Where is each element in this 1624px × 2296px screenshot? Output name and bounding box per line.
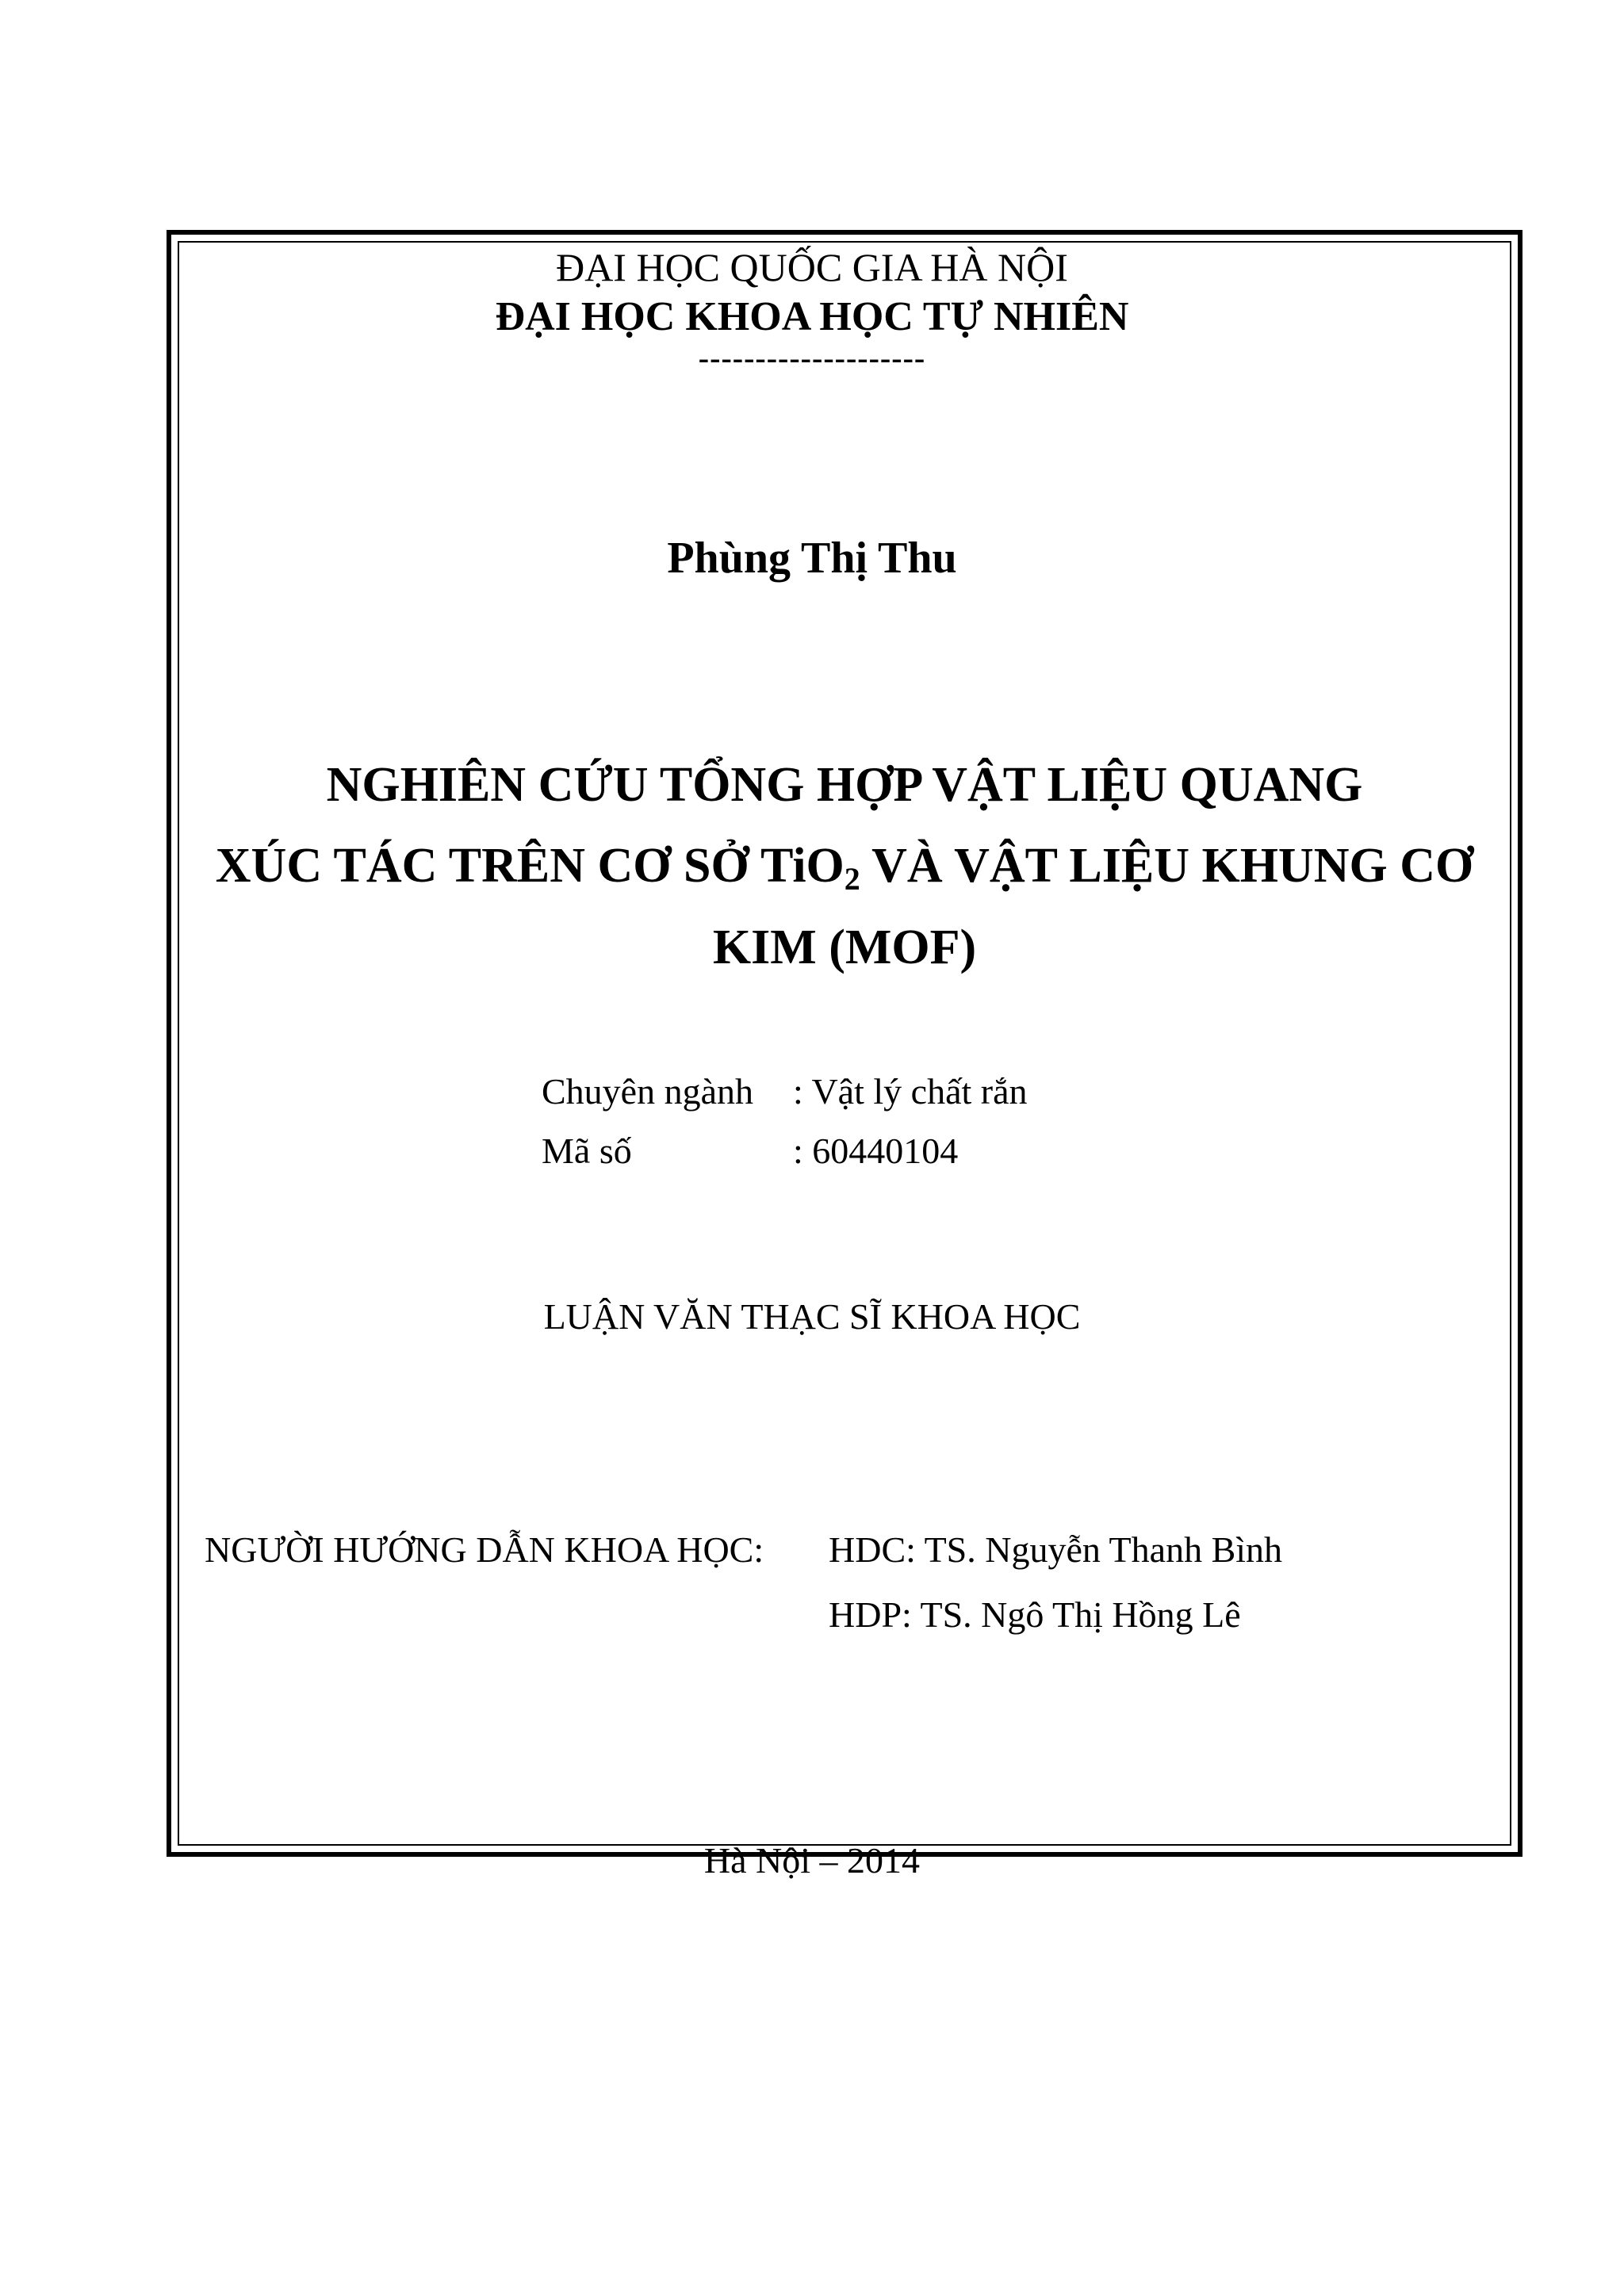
thesis-title-line-2 (182, 838, 1507, 897)
thesis-type: LUẬN VĂN THẠC SĨ KHOA HỌC (543, 1296, 1081, 1337)
faculty-name: ĐẠI HỌC KHOA HỌC TỰ NHIÊN (495, 294, 1129, 339)
specialization-label: Chuyên ngành (542, 1071, 754, 1112)
advisors-label: NGƯỜI HƯỚNG DẪN KHOA HỌC: (205, 1529, 764, 1570)
code-label: Mã số (542, 1131, 632, 1171)
place-and-year: Hà Nội – 2014 (703, 1840, 921, 1881)
author-name: Phùng Thị Thu (667, 534, 957, 583)
title-line-2-after: VÀ VẬT LIỆU KHUNG CƠ (860, 839, 1474, 893)
title-line-2-before: XÚC TÁC TRÊN CƠ SỞ TiO (215, 839, 845, 893)
thesis-title-line-1: NGHIÊN CỨU TỔNG HỢP VẬT LIỆU QUANG (326, 758, 1363, 812)
title-subscript: 2 (844, 861, 860, 897)
secondary-advisor: HDP: TS. Ngô Thị Hồng Lê (829, 1594, 1241, 1635)
university-name: ĐẠI HỌC QUỐC GIA HÀ NỘI (556, 245, 1068, 289)
specialization-value: : Vật lý chất rắn (793, 1071, 1028, 1112)
thesis-title-line-3: KIM (MOF) (712, 920, 977, 974)
header-divider: -------------------- (698, 340, 926, 376)
code-value: : 60440104 (793, 1131, 959, 1171)
primary-advisor: HDC: TS. Nguyễn Thanh Bình (829, 1529, 1283, 1570)
